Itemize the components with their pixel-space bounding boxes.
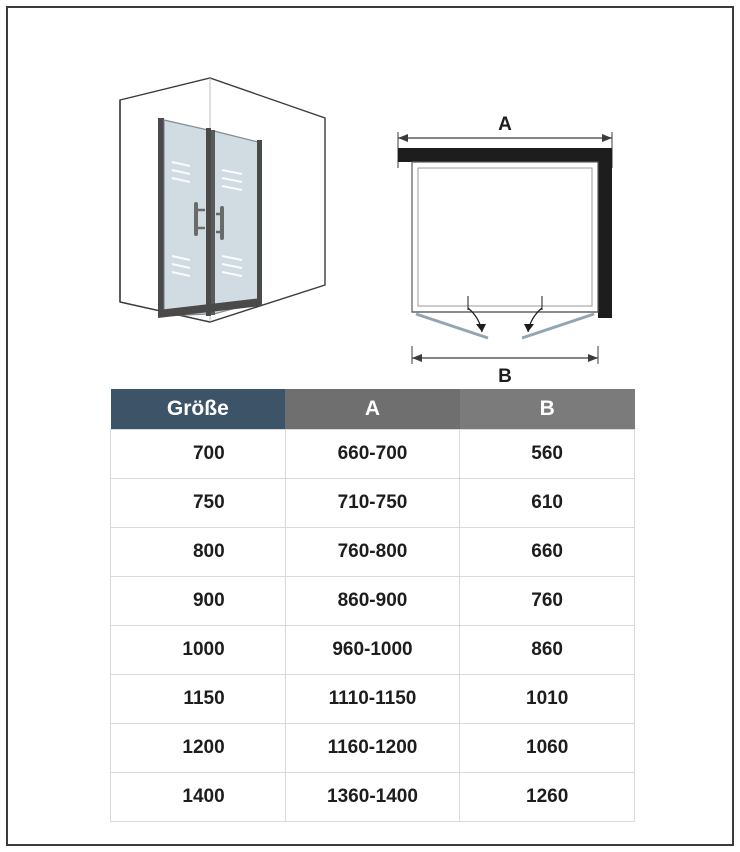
table-row (111, 724, 635, 773)
cell-a: 760-800 (285, 528, 460, 577)
table-row (111, 675, 635, 724)
table-row (111, 626, 635, 675)
cell-size: 1000 (111, 626, 286, 675)
cell-b: 760 (460, 577, 635, 626)
cell-size: 800 (111, 528, 286, 577)
cell-a: 1160-1200 (285, 724, 460, 773)
size-table-body (111, 430, 635, 822)
column-header-a: A (285, 389, 460, 430)
dimension-label-b: B (498, 366, 512, 387)
cell-b: 860 (460, 626, 635, 675)
table-row (111, 773, 635, 822)
cell-size: 700 (111, 430, 286, 479)
shower-3d-view-icon (110, 70, 340, 350)
size-table (110, 389, 635, 822)
table-header-row (111, 389, 635, 430)
cell-size: 1150 (111, 675, 286, 724)
table-row (111, 577, 635, 626)
cell-b: 560 (460, 430, 635, 479)
column-header-b: B (460, 389, 635, 430)
cell-b: 1060 (460, 724, 635, 773)
cell-a: 860-900 (285, 577, 460, 626)
table-row (111, 528, 635, 577)
cell-size: 750 (111, 479, 286, 528)
table-row (111, 479, 635, 528)
cell-size: 1200 (111, 724, 286, 773)
shower-plan-view-icon (380, 110, 630, 400)
cell-b: 1260 (460, 773, 635, 822)
cell-a: 660-700 (285, 430, 460, 479)
column-header-size: Größe (111, 389, 286, 430)
cell-a: 1360-1400 (285, 773, 460, 822)
cell-a: 1110-1150 (285, 675, 460, 724)
technical-drawings (0, 20, 740, 387)
cell-b: 1010 (460, 675, 635, 724)
cell-a: 710-750 (285, 479, 460, 528)
cell-size: 900 (111, 577, 286, 626)
cell-b: 660 (460, 528, 635, 577)
cell-b: 610 (460, 479, 635, 528)
cell-a: 960-1000 (285, 626, 460, 675)
table-row (111, 430, 635, 479)
size-table-header (111, 389, 635, 430)
dimension-label-a: A (498, 114, 512, 135)
cell-size: 1400 (111, 773, 286, 822)
